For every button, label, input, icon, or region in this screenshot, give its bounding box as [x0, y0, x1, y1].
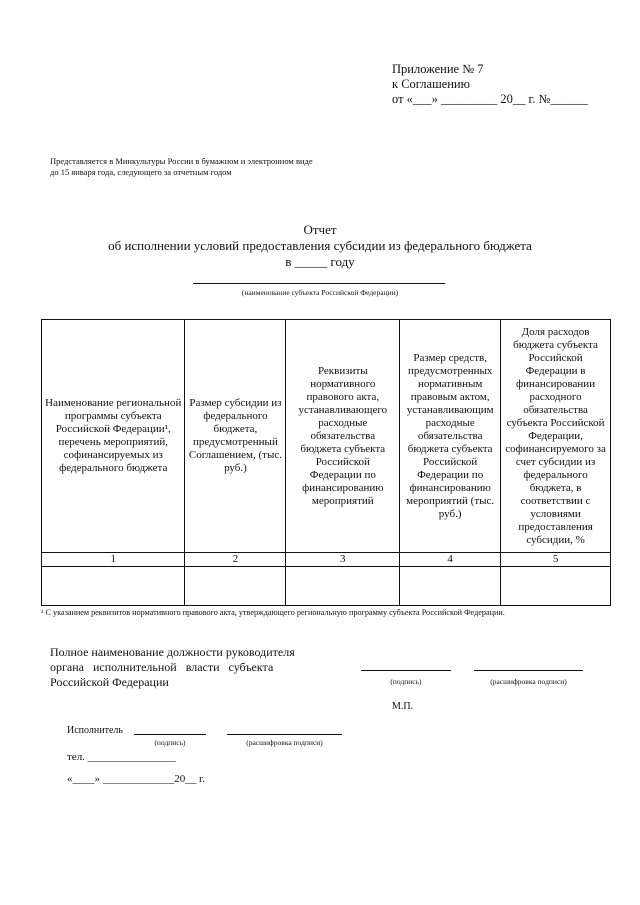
column-header-program: Наименование региональной программы субъекта Российской Федерации¹, перечень мероприятий, софинансируемых из федерального бюджета	[42, 320, 185, 553]
report-subtitle: об исполнении условий предоставления субсидии из федерального бюджета	[108, 238, 532, 253]
report-title: Отчет	[303, 222, 337, 237]
executor-phone[interactable]: тел. ________________	[67, 751, 176, 763]
executor-label: Исполнитель	[67, 725, 123, 736]
head-decode-line[interactable]	[474, 670, 583, 671]
column-number: 4	[400, 553, 501, 567]
submission-note-line1: Представляется в Минкультуры России в бумажном и электронном виде	[50, 156, 313, 166]
appendix-date-line: от «___» _________ 20__ г. №______	[392, 92, 588, 106]
head-signature-line[interactable]	[361, 670, 451, 671]
executor-date[interactable]: «____» _____________20__ г.	[67, 773, 206, 785]
head-signature-caption: (подпись)	[390, 677, 422, 686]
column-header-legal-act: Реквизиты нормативного правового акта, устанавливающего расходные обязательства бюджета субъекта Российской Федерации по финансированию мероприятий	[286, 320, 400, 553]
executor-decode-caption: (расшифровка подписи)	[246, 738, 323, 747]
appendix-agreement: к Соглашению	[392, 77, 470, 91]
table-cell[interactable]	[286, 567, 400, 606]
column-header-subsidy: Размер субсидии из федерального бюджета, предусмотренный Соглашением, (тыс. руб.)	[185, 320, 286, 553]
column-number: 2	[185, 553, 286, 567]
head-position-line3: Российской Федерации	[50, 675, 169, 689]
table-cell[interactable]	[501, 567, 611, 606]
head-position-line2: органа исполнительной власти субъекта	[50, 660, 274, 674]
table-cell[interactable]	[185, 567, 286, 606]
head-position-line1: Полное наименование должности руководителя	[50, 645, 295, 659]
executor-signature-caption: (подпись)	[154, 738, 186, 747]
column-header-budget-share: Доля расходов бюджета субъекта Российской Федерации в финансировании расходного обязательства субъекта Российской Федерации, софинансируемого за счет субсидии из федерального бюджета, в соответствии с условиями предоставления субсидии, %	[501, 320, 611, 553]
table-cell[interactable]	[42, 567, 185, 606]
appendix-number: Приложение № 7	[392, 62, 484, 76]
submission-note-line2: до 15 января года, следующего за отчетным годом	[50, 167, 232, 177]
report-year: в _____ году	[285, 254, 355, 269]
column-header-funds: Размер средств, предусмотренных нормативным правовым актом, устанавливающим расходные обязательства бюджета субъекта Российской Федерации по финансированию мероприятий (тыс. руб.)	[400, 320, 501, 553]
column-number: 3	[286, 553, 400, 567]
subject-name-line	[193, 283, 445, 284]
column-number: 5	[501, 553, 611, 567]
subject-name-caption: (наименование субъекта Российской Федерации)	[241, 288, 399, 297]
head-decode-caption: (расшифровка подписи)	[490, 677, 567, 686]
executor-decode-line[interactable]	[227, 734, 342, 735]
column-number: 1	[42, 553, 185, 567]
executor-signature-line[interactable]	[134, 734, 206, 735]
footnote: ¹ С указанием реквизитов нормативного правового акта, утверждающего региональную программу субъекта Российской Федерации.	[41, 608, 505, 617]
stamp-place: М.П.	[392, 701, 414, 712]
table-cell[interactable]	[400, 567, 501, 606]
report-table	[41, 319, 611, 606]
